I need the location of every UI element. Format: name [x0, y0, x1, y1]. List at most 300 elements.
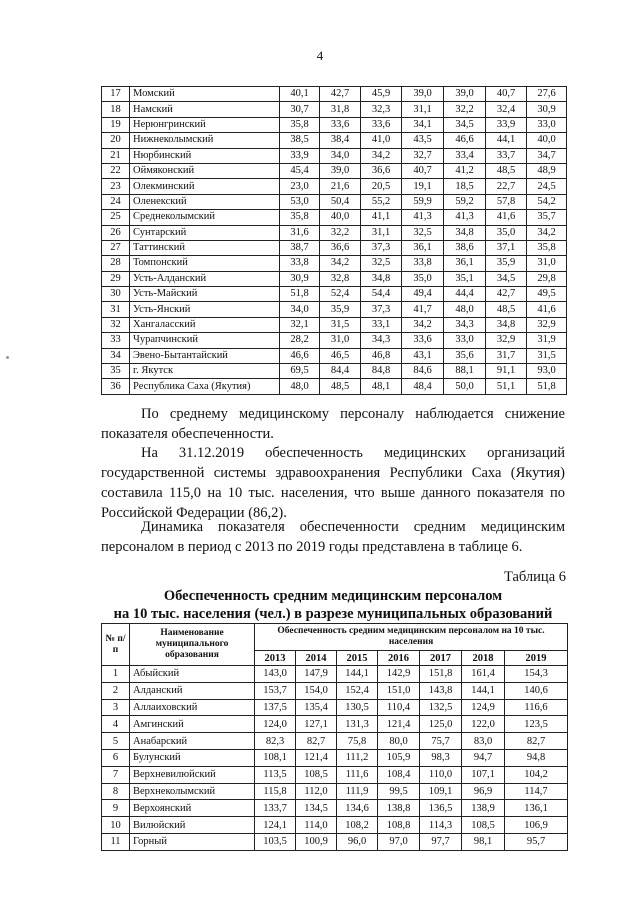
value-cell: 31,1 — [361, 225, 402, 240]
value-cell: 42,7 — [320, 87, 361, 102]
value-cell: 48,1 — [361, 379, 402, 394]
table-top-continued — [101, 86, 567, 395]
paragraph-1: По среднему медицинскому персоналу наблюдается снижение показателя обеспеченности. — [101, 406, 565, 442]
row-number: 18 — [102, 102, 130, 117]
table-row — [102, 210, 567, 225]
table-row — [102, 364, 567, 379]
value-cell: 48,4 — [402, 379, 444, 394]
municipality-name: Верхнеколымский — [130, 783, 255, 800]
value-cell: 108,5 — [462, 817, 505, 834]
municipality-name: Среднеколымский — [130, 210, 280, 225]
table-row — [102, 117, 567, 132]
table-6 — [101, 623, 568, 851]
value-cell: 82,7 — [505, 733, 568, 750]
value-cell: 137,5 — [255, 699, 296, 716]
value-cell: 36,1 — [402, 240, 444, 255]
value-cell: 154,0 — [296, 682, 337, 699]
value-cell: 30,7 — [280, 102, 320, 117]
value-cell: 75,8 — [337, 733, 378, 750]
value-cell: 57,8 — [486, 194, 527, 209]
value-cell: 30,9 — [527, 102, 567, 117]
value-cell: 34,2 — [402, 317, 444, 332]
table-row — [102, 749, 568, 766]
table-label: Таблица 6 — [503, 569, 566, 585]
table-row — [102, 302, 567, 317]
row-number: 4 — [102, 716, 130, 733]
table-row — [102, 87, 567, 102]
value-cell: 32,4 — [486, 102, 527, 117]
value-cell: 41,7 — [402, 302, 444, 317]
value-cell: 98,3 — [420, 749, 462, 766]
value-cell: 108,5 — [296, 766, 337, 783]
value-cell: 32,3 — [361, 102, 402, 117]
value-cell: 37,3 — [361, 240, 402, 255]
value-cell: 114,0 — [296, 817, 337, 834]
municipality-name: Томпонский — [130, 256, 280, 271]
municipality-name: Анабарский — [130, 733, 255, 750]
paragraph-2: На 31.12.2019 обеспеченность медицинских организаций государственной системы здравоохранения Республики Саха (Якутия) составила 115,0 на 10 тыс. населения, что выше данного показателя по Российской Федерации (86,2). — [101, 445, 565, 521]
value-cell: 115,8 — [255, 783, 296, 800]
value-cell: 50,4 — [320, 194, 361, 209]
value-cell: 135,4 — [296, 699, 337, 716]
value-cell: 34,5 — [444, 117, 486, 132]
value-cell: 48,5 — [486, 163, 527, 178]
value-cell: 124,0 — [255, 716, 296, 733]
municipality-name: Алданский — [130, 682, 255, 699]
year-header: 2017 — [420, 651, 462, 666]
row-number: 27 — [102, 240, 130, 255]
value-cell: 33,0 — [527, 117, 567, 132]
row-number: 26 — [102, 225, 130, 240]
row-number: 10 — [102, 817, 130, 834]
value-cell: 34,2 — [527, 225, 567, 240]
value-cell: 48,0 — [280, 379, 320, 394]
value-cell: 109,1 — [420, 783, 462, 800]
value-cell: 104,2 — [505, 766, 568, 783]
value-cell: 112,0 — [296, 783, 337, 800]
value-cell: 31,0 — [320, 333, 361, 348]
table-title-line-2: на 10 тыс. населения (чел.) в разрезе муниципальных образований — [113, 606, 553, 622]
value-cell: 33,9 — [486, 117, 527, 132]
value-cell: 33,4 — [444, 148, 486, 163]
year-header: 2019 — [505, 651, 568, 666]
table-row — [102, 148, 567, 163]
value-cell: 46,6 — [280, 348, 320, 363]
table-row — [102, 333, 567, 348]
value-cell: 31,9 — [527, 333, 567, 348]
row-number: 21 — [102, 148, 130, 163]
row-number: 19 — [102, 117, 130, 132]
value-cell: 103,5 — [255, 833, 296, 850]
year-header: 2016 — [378, 651, 420, 666]
row-number: 20 — [102, 133, 130, 148]
value-cell: 32,5 — [361, 256, 402, 271]
table-row — [102, 733, 568, 750]
value-cell: 82,3 — [255, 733, 296, 750]
value-cell: 131,3 — [337, 716, 378, 733]
value-cell: 147,9 — [296, 666, 337, 683]
municipality-name: Олекминский — [130, 179, 280, 194]
value-cell: 82,7 — [296, 733, 337, 750]
table-row — [102, 817, 568, 834]
value-cell: 19,1 — [402, 179, 444, 194]
value-cell: 105,9 — [378, 749, 420, 766]
value-cell: 100,9 — [296, 833, 337, 850]
municipality-name: Чурапчинский — [130, 333, 280, 348]
value-cell: 142,9 — [378, 666, 420, 683]
row-number: 28 — [102, 256, 130, 271]
value-cell: 36,6 — [320, 240, 361, 255]
municipality-name: Нерюнгринский — [130, 117, 280, 132]
value-cell: 34,8 — [361, 271, 402, 286]
row-number: 5 — [102, 733, 130, 750]
value-cell: 122,0 — [462, 716, 505, 733]
value-cell: 34,3 — [361, 333, 402, 348]
value-cell: 35,9 — [486, 256, 527, 271]
row-number: 24 — [102, 194, 130, 209]
row-number: 25 — [102, 210, 130, 225]
value-cell: 114,3 — [420, 817, 462, 834]
value-cell: 49,4 — [402, 287, 444, 302]
value-cell: 32,7 — [402, 148, 444, 163]
value-cell: 35,7 — [527, 210, 567, 225]
value-cell: 33,6 — [402, 333, 444, 348]
value-cell: 39,0 — [402, 87, 444, 102]
value-cell: 51,8 — [527, 379, 567, 394]
value-cell: 75,7 — [420, 733, 462, 750]
table-row — [102, 271, 567, 286]
value-cell: 34,0 — [280, 302, 320, 317]
municipality-name: Момский — [130, 87, 280, 102]
value-cell: 127,1 — [296, 716, 337, 733]
value-cell: 48,0 — [444, 302, 486, 317]
value-cell: 144,1 — [337, 666, 378, 683]
value-cell: 136,1 — [505, 800, 568, 817]
value-cell: 46,5 — [320, 348, 361, 363]
value-cell: 94,8 — [505, 749, 568, 766]
value-cell: 34,1 — [402, 117, 444, 132]
value-cell: 41,3 — [402, 210, 444, 225]
table-row — [102, 256, 567, 271]
value-cell: 48,5 — [486, 302, 527, 317]
value-cell: 32,1 — [280, 317, 320, 332]
value-cell: 41,3 — [444, 210, 486, 225]
value-cell: 41,0 — [361, 133, 402, 148]
municipality-name: Нижнеколымский — [130, 133, 280, 148]
value-cell: 106,9 — [505, 817, 568, 834]
value-cell: 134,6 — [337, 800, 378, 817]
value-cell: 40,7 — [486, 87, 527, 102]
value-cell: 31,8 — [320, 102, 361, 117]
value-cell: 84,8 — [361, 364, 402, 379]
value-cell: 97,0 — [378, 833, 420, 850]
value-cell: 35,1 — [444, 271, 486, 286]
value-cell: 84,6 — [402, 364, 444, 379]
row-number: 11 — [102, 833, 130, 850]
value-cell: 33,6 — [361, 117, 402, 132]
value-cell: 80,0 — [378, 733, 420, 750]
value-cell: 35,8 — [280, 117, 320, 132]
municipality-name: Горный — [130, 833, 255, 850]
municipality-name: Эвено-Бытантайский — [130, 348, 280, 363]
value-cell: 51,8 — [280, 287, 320, 302]
value-cell: 151,8 — [420, 666, 462, 683]
value-cell: 99,5 — [378, 783, 420, 800]
value-cell: 33,0 — [444, 333, 486, 348]
value-cell: 98,1 — [462, 833, 505, 850]
value-cell: 36,6 — [361, 163, 402, 178]
value-cell: 108,1 — [255, 749, 296, 766]
header-number: № п/п — [102, 624, 130, 666]
value-cell: 161,4 — [462, 666, 505, 683]
value-cell: 32,2 — [444, 102, 486, 117]
value-cell: 37,3 — [361, 302, 402, 317]
municipality-name: Намский — [130, 102, 280, 117]
value-cell: 111,6 — [337, 766, 378, 783]
value-cell: 44,1 — [486, 133, 527, 148]
municipality-name: Амгинский — [130, 716, 255, 733]
value-cell: 45,9 — [361, 87, 402, 102]
value-cell: 37,1 — [486, 240, 527, 255]
value-cell: 123,5 — [505, 716, 568, 733]
value-cell: 38,5 — [280, 133, 320, 148]
row-number: 30 — [102, 287, 130, 302]
municipality-name: Усть-Алданский — [130, 271, 280, 286]
value-cell: 54,4 — [361, 287, 402, 302]
table-row — [102, 179, 567, 194]
municipality-name: Верхоянский — [130, 800, 255, 817]
value-cell: 55,2 — [361, 194, 402, 209]
row-number: 7 — [102, 766, 130, 783]
value-cell: 40,0 — [527, 133, 567, 148]
value-cell: 30,9 — [280, 271, 320, 286]
value-cell: 36,1 — [444, 256, 486, 271]
table-row — [102, 287, 567, 302]
value-cell: 94,7 — [462, 749, 505, 766]
value-cell: 108,2 — [337, 817, 378, 834]
table-row — [102, 379, 567, 394]
table-row — [102, 682, 568, 699]
municipality-name: Абыйский — [130, 666, 255, 683]
value-cell: 33,7 — [486, 148, 527, 163]
value-cell: 111,2 — [337, 749, 378, 766]
table-row — [102, 133, 567, 148]
value-cell: 41,6 — [527, 302, 567, 317]
value-cell: 40,0 — [320, 210, 361, 225]
value-cell: 84,4 — [320, 364, 361, 379]
value-cell: 43,1 — [402, 348, 444, 363]
value-cell: 121,4 — [378, 716, 420, 733]
table-row — [102, 699, 568, 716]
value-cell: 23,0 — [280, 179, 320, 194]
value-cell: 33,8 — [280, 256, 320, 271]
value-cell: 154,3 — [505, 666, 568, 683]
value-cell: 143,0 — [255, 666, 296, 683]
value-cell: 136,5 — [420, 800, 462, 817]
value-cell: 91,1 — [486, 364, 527, 379]
value-cell: 111,9 — [337, 783, 378, 800]
value-cell: 53,0 — [280, 194, 320, 209]
value-cell: 34,7 — [527, 148, 567, 163]
value-cell: 35,9 — [320, 302, 361, 317]
value-cell: 121,4 — [296, 749, 337, 766]
value-cell: 49,5 — [527, 287, 567, 302]
value-cell: 18,5 — [444, 179, 486, 194]
municipality-name: Оймяконский — [130, 163, 280, 178]
value-cell: 35,8 — [280, 210, 320, 225]
municipality-name: Усть-Янский — [130, 302, 280, 317]
table-row — [102, 163, 567, 178]
row-number: 34 — [102, 348, 130, 363]
municipality-name: Республика Саха (Якутия) — [130, 379, 280, 394]
value-cell: 114,7 — [505, 783, 568, 800]
value-cell: 21,6 — [320, 179, 361, 194]
value-cell: 138,8 — [378, 800, 420, 817]
header-name: Наименование муниципального образования — [130, 624, 255, 666]
year-header: 2013 — [255, 651, 296, 666]
value-cell: 29,8 — [527, 271, 567, 286]
value-cell: 24,5 — [527, 179, 567, 194]
row-number: 29 — [102, 271, 130, 286]
value-cell: 97,7 — [420, 833, 462, 850]
value-cell: 33,8 — [402, 256, 444, 271]
value-cell: 43,5 — [402, 133, 444, 148]
value-cell: 31,1 — [402, 102, 444, 117]
value-cell: 22,7 — [486, 179, 527, 194]
municipality-name: Сунтарский — [130, 225, 280, 240]
value-cell: 41,6 — [486, 210, 527, 225]
value-cell: 35,0 — [486, 225, 527, 240]
value-cell: 59,9 — [402, 194, 444, 209]
value-cell: 39,0 — [320, 163, 361, 178]
value-cell: 35,0 — [402, 271, 444, 286]
table-row — [102, 225, 567, 240]
table-row — [102, 240, 567, 255]
header-group: Обеспеченность средним медицинским персоналом на 10 тыс. населения — [255, 624, 568, 651]
value-cell: 38,4 — [320, 133, 361, 148]
row-number: 33 — [102, 333, 130, 348]
value-cell: 35,8 — [527, 240, 567, 255]
year-header: 2015 — [337, 651, 378, 666]
value-cell: 83,0 — [462, 733, 505, 750]
value-cell: 34,5 — [486, 271, 527, 286]
value-cell: 20,5 — [361, 179, 402, 194]
value-cell: 28,2 — [280, 333, 320, 348]
value-cell: 144,1 — [462, 682, 505, 699]
value-cell: 96,0 — [337, 833, 378, 850]
municipality-name: Хангаласский — [130, 317, 280, 332]
value-cell: 152,4 — [337, 682, 378, 699]
table-title-line-1: Обеспеченность средним медицинским персоналом — [163, 588, 503, 604]
value-cell: 32,9 — [527, 317, 567, 332]
row-number: 32 — [102, 317, 130, 332]
value-cell: 93,0 — [527, 364, 567, 379]
table-row — [102, 766, 568, 783]
value-cell: 33,6 — [320, 117, 361, 132]
value-cell: 95,7 — [505, 833, 568, 850]
value-cell: 110,0 — [420, 766, 462, 783]
value-cell: 46,8 — [361, 348, 402, 363]
table-row — [102, 194, 567, 209]
value-cell: 32,8 — [320, 271, 361, 286]
row-number: 22 — [102, 163, 130, 178]
value-cell: 32,2 — [320, 225, 361, 240]
value-cell: 52,4 — [320, 287, 361, 302]
value-cell: 69,5 — [280, 364, 320, 379]
value-cell: 45,4 — [280, 163, 320, 178]
row-number: 6 — [102, 749, 130, 766]
municipality-name: Нюрбинский — [130, 148, 280, 163]
value-cell: 125,0 — [420, 716, 462, 733]
value-cell: 151,0 — [378, 682, 420, 699]
value-cell: 31,6 — [280, 225, 320, 240]
value-cell: 96,9 — [462, 783, 505, 800]
municipality-name: Аллаиховский — [130, 699, 255, 716]
value-cell: 116,6 — [505, 699, 568, 716]
value-cell: 108,8 — [378, 817, 420, 834]
year-header: 2014 — [296, 651, 337, 666]
row-number: 8 — [102, 783, 130, 800]
value-cell: 110,4 — [378, 699, 420, 716]
value-cell: 34,0 — [320, 148, 361, 163]
table-row — [102, 317, 567, 332]
value-cell: 59,2 — [444, 194, 486, 209]
table-title — [96, 587, 570, 623]
value-cell: 38,6 — [444, 240, 486, 255]
value-cell: 124,1 — [255, 817, 296, 834]
value-cell: 41,1 — [361, 210, 402, 225]
value-cell: 130,5 — [337, 699, 378, 716]
value-cell: 39,0 — [444, 87, 486, 102]
value-cell: 134,5 — [296, 800, 337, 817]
value-cell: 34,3 — [444, 317, 486, 332]
value-cell: 34,2 — [361, 148, 402, 163]
row-number: 31 — [102, 302, 130, 317]
value-cell: 46,6 — [444, 133, 486, 148]
value-cell: 153,7 — [255, 682, 296, 699]
table-row — [102, 783, 568, 800]
municipality-name: г. Якутск — [130, 364, 280, 379]
value-cell: 38,7 — [280, 240, 320, 255]
row-number: 1 — [102, 666, 130, 683]
municipality-name: Булунский — [130, 749, 255, 766]
value-cell: 31,7 — [486, 348, 527, 363]
year-header: 2018 — [462, 651, 505, 666]
table-row — [102, 716, 568, 733]
table-row — [102, 666, 568, 683]
municipality-name: Таттинский — [130, 240, 280, 255]
value-cell: 50,0 — [444, 379, 486, 394]
row-number: 36 — [102, 379, 130, 394]
value-cell: 32,5 — [402, 225, 444, 240]
value-cell: 107,1 — [462, 766, 505, 783]
value-cell: 27,6 — [527, 87, 567, 102]
table-row — [102, 800, 568, 817]
value-cell: 138,9 — [462, 800, 505, 817]
municipality-name: Вилюйский — [130, 817, 255, 834]
value-cell: 48,9 — [527, 163, 567, 178]
value-cell: 32,9 — [486, 333, 527, 348]
table-row — [102, 348, 567, 363]
value-cell: 31,5 — [320, 317, 361, 332]
row-number: 2 — [102, 682, 130, 699]
value-cell: 44,4 — [444, 287, 486, 302]
row-number: 3 — [102, 699, 130, 716]
scan-mark — [6, 356, 9, 359]
value-cell: 133,7 — [255, 800, 296, 817]
value-cell: 42,7 — [486, 287, 527, 302]
table-row — [102, 102, 567, 117]
